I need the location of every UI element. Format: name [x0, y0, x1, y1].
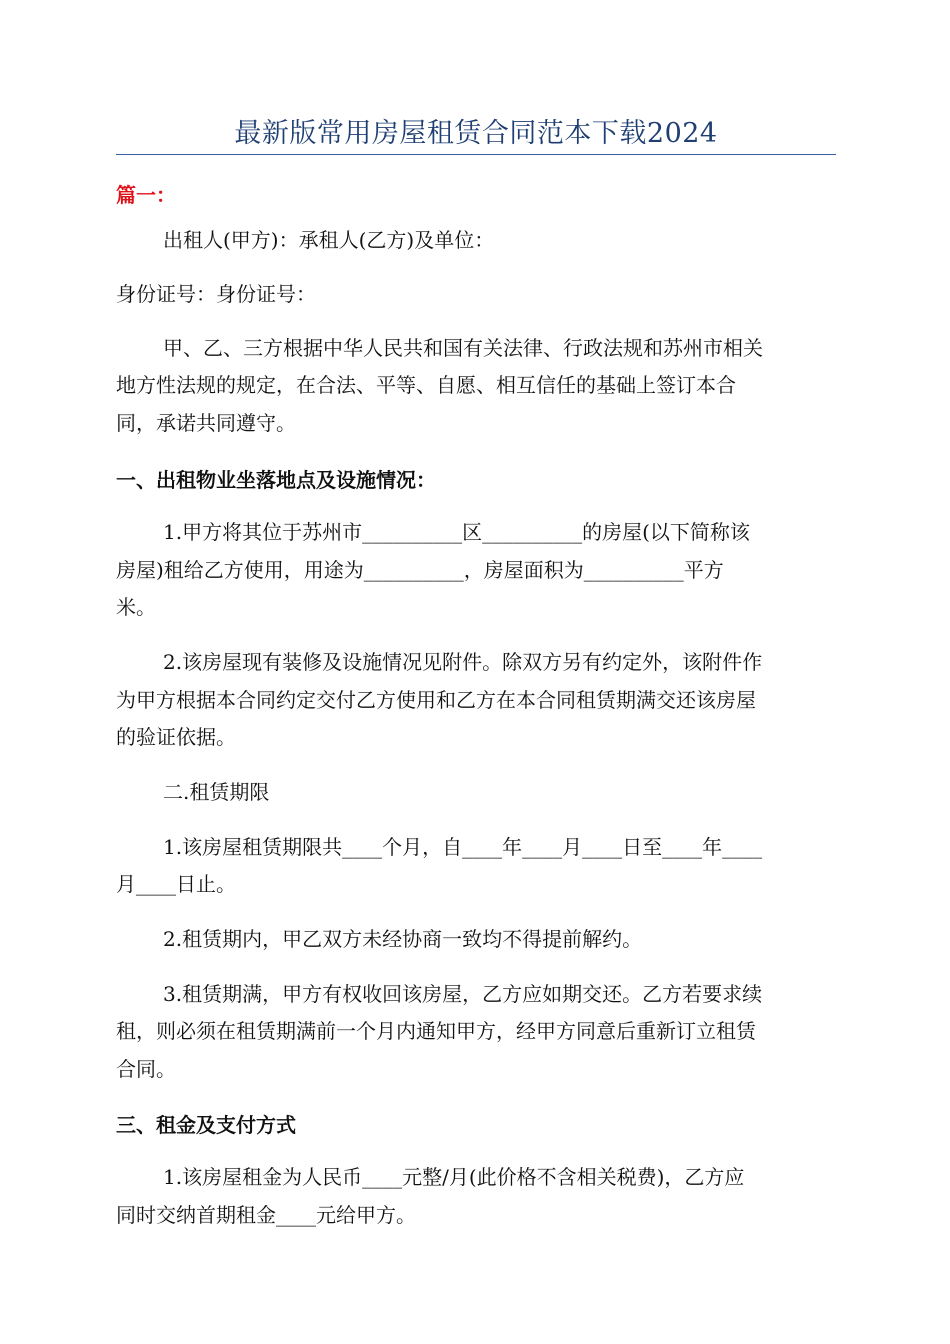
- document-title: 最新版常用房屋租赁合同范本下载2024: [234, 118, 718, 149]
- clause-2-1-line-2: 月____日止。: [116, 872, 236, 896]
- section-heading-3: 三、租金及支付方式: [116, 1113, 296, 1137]
- id-number-line: 身份证号：身份证号：: [116, 282, 316, 306]
- clause-2-3-line-1: 3.租赁期满，甲方有权收回该房屋，乙方应如期交还。乙方若要求续: [163, 982, 763, 1006]
- clause-3-1-line-2: 同时交纳首期租金____元给甲方。: [116, 1203, 416, 1227]
- clause-1-2-line-2: 为甲方根据本合同约定交付乙方使用和乙方在本合同租赁期满交还该房屋: [116, 688, 756, 712]
- clause-2-2: 2.租赁期内，甲乙双方未经协商一致均不得提前解约。: [163, 927, 643, 951]
- clause-2-1-line-1: 1.该房屋租赁期限共____个月，自____年____月____日至____年____: [163, 835, 763, 859]
- preamble-line-3: 同，承诺共同遵守。: [116, 411, 296, 435]
- section-heading-2: 二.租赁期限: [163, 780, 270, 804]
- clause-1-2-line-1: 2.该房屋现有装修及设施情况见附件。除双方另有约定外，该附件作: [163, 650, 763, 674]
- clause-1-2-line-3: 的验证依据。: [116, 725, 236, 749]
- clause-3-1-line-1: 1.该房屋租金为人民币____元整/月(此价格不含相关税费)，乙方应: [163, 1165, 745, 1189]
- clause-2-3-line-2: 租，则必须在租赁期满前一个月内通知甲方，经甲方同意后重新订立租赁: [116, 1019, 756, 1043]
- preamble-line-1: 甲、乙、三方根据中华人民共和国有关法律、行政法规和苏州市相关: [163, 336, 763, 360]
- clause-1-1-line-3: 米。: [116, 595, 156, 619]
- clause-1-1-line-2: 房屋)租给乙方使用，用途为__________，房屋面积为__________平方: [116, 558, 724, 582]
- clause-2-3-line-3: 合同。: [116, 1057, 176, 1081]
- section-heading-1: 一、出租物业坐落地点及设施情况：: [116, 468, 436, 492]
- preamble-line-2: 地方性法规的规定，在合法、平等、自愿、相互信任的基础上签订本合: [116, 373, 736, 397]
- article-label: 篇一：: [116, 183, 176, 207]
- clause-1-1-line-1: 1.甲方将其位于苏州市__________区__________的房屋(以下简称该: [163, 520, 750, 544]
- party-line: 出租人(甲方)：承租人(乙方)及单位：: [163, 228, 495, 252]
- title-underline: [116, 154, 836, 155]
